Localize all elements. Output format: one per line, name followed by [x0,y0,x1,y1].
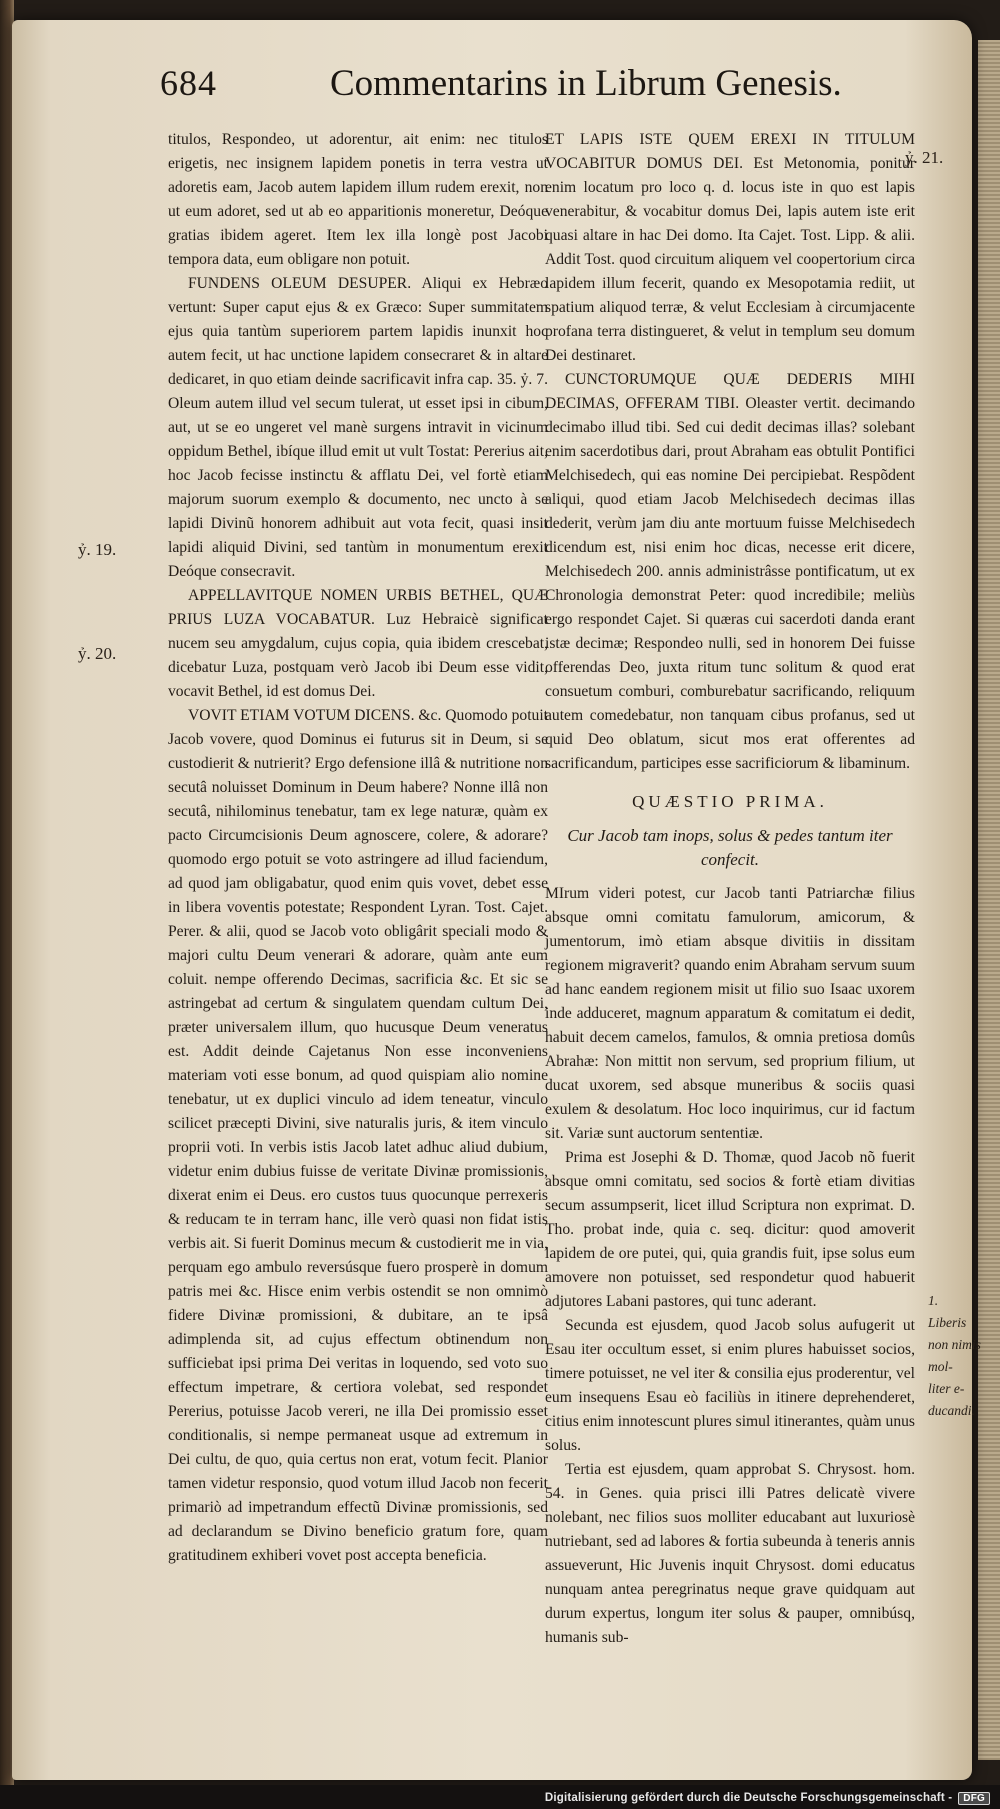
paragraph: Secunda est ejusdem, quod Jacob solus aufugerit ut Esau iter occultum esset, si enim plures habuisset socios, timere potuisset, ne vel iter & consilia ejus proderentur, vel eum insequens Esau eò faciliùs in itinere deprehenderet, citius enim innotescunt plures simul itinerantes, quàm unus solus. [545,1317,915,1454]
side-note [928,1290,988,1422]
verse-marker: ỷ. 19. [78,540,117,559]
paragraph: APPELLAVITQUE NOMEN URBIS BETHEL, QUÆ PRIUS LUZA VOCABATUR. Luz Hebraicè significat nucem seu amygdalum, cujus copia, quia ibidem crescebat, dicebatur Luza, postquam verò Jacob ibi Deum esse vidit, vocavit Bethel, id est domus Dei. [168,587,548,700]
paragraph: Prima est Josephi & D. Thomæ, quod Jacob nõ fuerit absque omni comitatu, sed socios & fortè etiam divitias secum assumpserit, licet illud Scriptura non exprimat. D. Tho. probat inde, quia c. seq. dicitur: quod amoverit lapidem de ore putei, qui, quia grandis fuit, ipse solus eum amovere non potuisset, sed respondetur quod habuerit adjutores Labani pastores, qui tunc aderant. [545,1149,915,1310]
page-fore-edge [978,40,1000,1760]
side-note-line: liter e- [928,1381,965,1396]
credit-text: Digitalisierung gefördert durch die Deutsche Forschungsgemeinschaft - [544,1792,953,1804]
paragraph: titulos, Respondeo, ut adorentur, ait enim: nec titulos erigetis, nec insignem lapidem ponetis in terra vestra ut adoretis eam, Jacob autem lapidem illum rudem erexit, non ut eum adoret, sed ut ab eo apparitionis moneretur, Deóque gratias ibidem ageret. Item lex illa longè post Jacobi tempora data, eum obligare non potuit. [168,131,548,268]
paragraph: VOVIT ETIAM VOTUM DICENS. &c. Quomodo potuit Jacob vovere, quod Dominus ei futurus sit in Deum, si se custodierit & nutrierit? Ergo defensione illâ & nutritione non secutâ noluisset Dominum in Deum habere? Nonne illâ non secutâ, nihilominus tenebatur, tam ex lege naturæ, quàm ex pacto Circumcisionis Deum agnoscere, colere, & adorare? quomodo ergo potuit se voto astringere ad illud faciendum, ad quod jam obligabatur, quod enim quis vovet, debet esse in libera voventis potestate; Respondent Lyran. Tost. Cajet. Perer. & alii, quod se Jacob voto obligârit speciali modo & majori cultu Deum venerari & adorare, quàm ante eum coluit. nempe offerendo Decimas, sacrificia &c. Et sic se astringebat ad certum & singulatem quendam cultum Dei, præter universalem illum, quo hucusque Deum veneratus est. Addit deinde Cajetanus Non esse inconveniens materiam voti esse bonum, ad quod quispiam alio nomine tenebatur, ut ex duplici vinculo ad idem teneatur, vinculo scilicet præcepti Divini, sive naturalis juris, & item vinculo proprii voti. In verbis istis Jacob latet adhuc aliud dubium, videtur enim dubius fuisse de veritate Divinæ promissionis, dixerat enim ei Deus. ero custos tuus quocunque perrexeris & reducam te in terram hanc, ille verò quasi non fidat istis verbis ait. Si fuerit Dominus mecum & custodierit me in via, perquam ego ambulo reversúsque fuero prosperè in domum patris mei &c. Hisce enim verbis ostendit se non omnimò fidere Divinæ promissioni, & dubitare, an te ipsâ adimplenda sit, ad cujus effectum obtinendum non sufficiebat ipsi prima Dei veritas in loquendo, sed voto suo effectum impetrare, & certiora volebat, sed respondet Pererius, potuisse Jacob vereri, ne illa Dei promissio esset conditionalis, si nempe permaneat usque ad extremum in Dei cultu, de quo, quia certus non erat, votum fecit. Planior tamen videtur responsio, quod votum illud Jacob non fecerit primariò ad impetrandum effectũ Divinæ promissionis, sed ad declarandum se Divino beneficio gratum fore, quam gratitudinem exhiberi vovet post accepta beneficia. [168,707,548,1564]
paragraph: Tertia est ejusdem, quam approbat S. Chrysost. hom. 54. in Genes. quia prisci illi Patres delicatè vivere nolebant, nec filios suos molliter educabant aut luxuriosè nutriebant, sed ad labores & fortia subeunda à teneris annis assueverunt, Hic Juvenis inquit Chrysost. domi educatus nunquam antea peregrinatus neque grave quidquam aut durum expertus, longum iter solus & pauper, omnibúsq, humanis sub- [545,1461,915,1646]
running-title: Commentarins in Librum Genesis. [330,63,842,104]
side-note-line: non nimis mol- [928,1337,981,1374]
verse-marker: ỷ. 20. [78,644,117,663]
side-note-line: Liberis [928,1315,967,1330]
question-subheading: Cur Jacob tam inops, solus & pedes tantum iter confecit. [567,826,893,869]
running-head [160,62,960,122]
dfg-logo-icon: DFG [958,1792,990,1805]
digitization-footer-bar [0,1785,1000,1809]
question-heading: QUÆSTIO PRIMA. [632,792,828,811]
right-text-column [545,128,915,1650]
paragraph: CUNCTORUMQUE QUÆ DEDERIS MIHI DECIMAS, OFFERAM TIBI. Oleaster vertit. decimando decimabo illud tibi. Sed cui dedit decimas illas? solebant enim sacerdotibus dari, prout Abraham eas obtulit Pontifici Melchisedech, qui eas nomine Dei percipiebat. Respõdent aliqui, quod etiam Jacob Melchisedech decimas illas dederit, verùm jam diu ante mortuum fuisse Melchisedech dicendum est, nisi enim hoc dicas, necesse erit dicere, Melchisedech 200. annis administrâsse pontificatum, ut ex Chronologia demonstrat Peter: quod incredibile; meliùs ergo respondet Cajet. Si quæras cui sacerdoti danda erant istæ decimæ; Respondeo nulli, sed in honorem Dei fuisse offerendas Deo, juxta ritum tunc solitum & quod erat consuetum comburi, comburebatur sacrificando, reliquum autem comedebatur, non tanquam cibus profanus, sed ut quid Deo oblatum, sicut mos erat offerentes ad sacrificandum, participes esse sacrificiorum & libaminum. [545,371,915,772]
left-text-column [168,128,548,1568]
paragraph: ET LAPIS ISTE QUEM EREXI IN TITULUM VOCABITUR DOMUS DEI. Est Metonomia, ponitur enim locatum pro loco q. d. locus iste in quo est lapis venerabitur, & vocabitur domus Dei, lapis autem iste erit quasi altare in hac Dei domo. Ita Cajet. Tost. Lipp. & alii. Addit Tost. quod circuitum aliquem vel coopertorium circa lapidem illum fecerit, quando ex Mesopotamia rediit, ut spatium aliquod terræ, & velut Ecclesiam à circumjacente profana terra distingueret, & velut in templum seu domum Dei destinaret. [545,131,915,364]
paragraph: MIrum videri potest, cur Jacob tanti Patriarchæ filius absque omni comitatu famulorum, amicorum, & jumentorum, imò etiam absque divitiis in dissitam regionem migraverit? quando enim Abraham servum suum ad hanc eandem regionem misit ut filio suo Isaac uxorem inde adduceret, magnum apparatum & comitatum ei dedit, habuit decem camelos, famulos, & omnia pretiosa domûs Abrahæ: Non mittit non servum, sed proprium filium, ut ducat uxorem, sed absque muneribus & sociis quasi exulem & desolatum. Hoc loco inquirimus, cur id factum sit. Variæ sunt auctorum sententiæ. [545,885,915,1142]
side-note-line: 1. [928,1293,939,1308]
verse-marker: ỷ. 21. [905,148,944,167]
page-number: 684 [160,63,217,103]
side-note-line: ducandi. [928,1403,975,1418]
digitization-credit [545,1792,990,1805]
paragraph: FUNDENS OLEUM DESUPER. Aliqui ex Hebræo vertunt: Super caput ejus & ex Græco: Super summitatem ejus quia tantùm superiorem partem lapidis inunxit hoc autem fecit, ut hac unctione lapidem consecraret & in altare dedicaret, in quo etiam deinde sacrificavit infra cap. 35. ỷ. 7. Oleum autem illud vel secum tulerat, ut esset ipsi in cibum, aut, ut se eo ungeret vel manè surgens intravit in vicinum oppidum Bethel, ibíque illud emit ut vult Tostat: Pererius ait, hoc Jacob fecisse instinctu & afflatu Dei, vel fortè etiam majorum suorum exemplo & documento, nec uncto à se lapidi Divinũ honorem adhibuit aut vota fecit, quasi insit lapidi aliquid Divini, sed tantùm in monumentum erexit Deóque consecravit. [168,275,548,580]
